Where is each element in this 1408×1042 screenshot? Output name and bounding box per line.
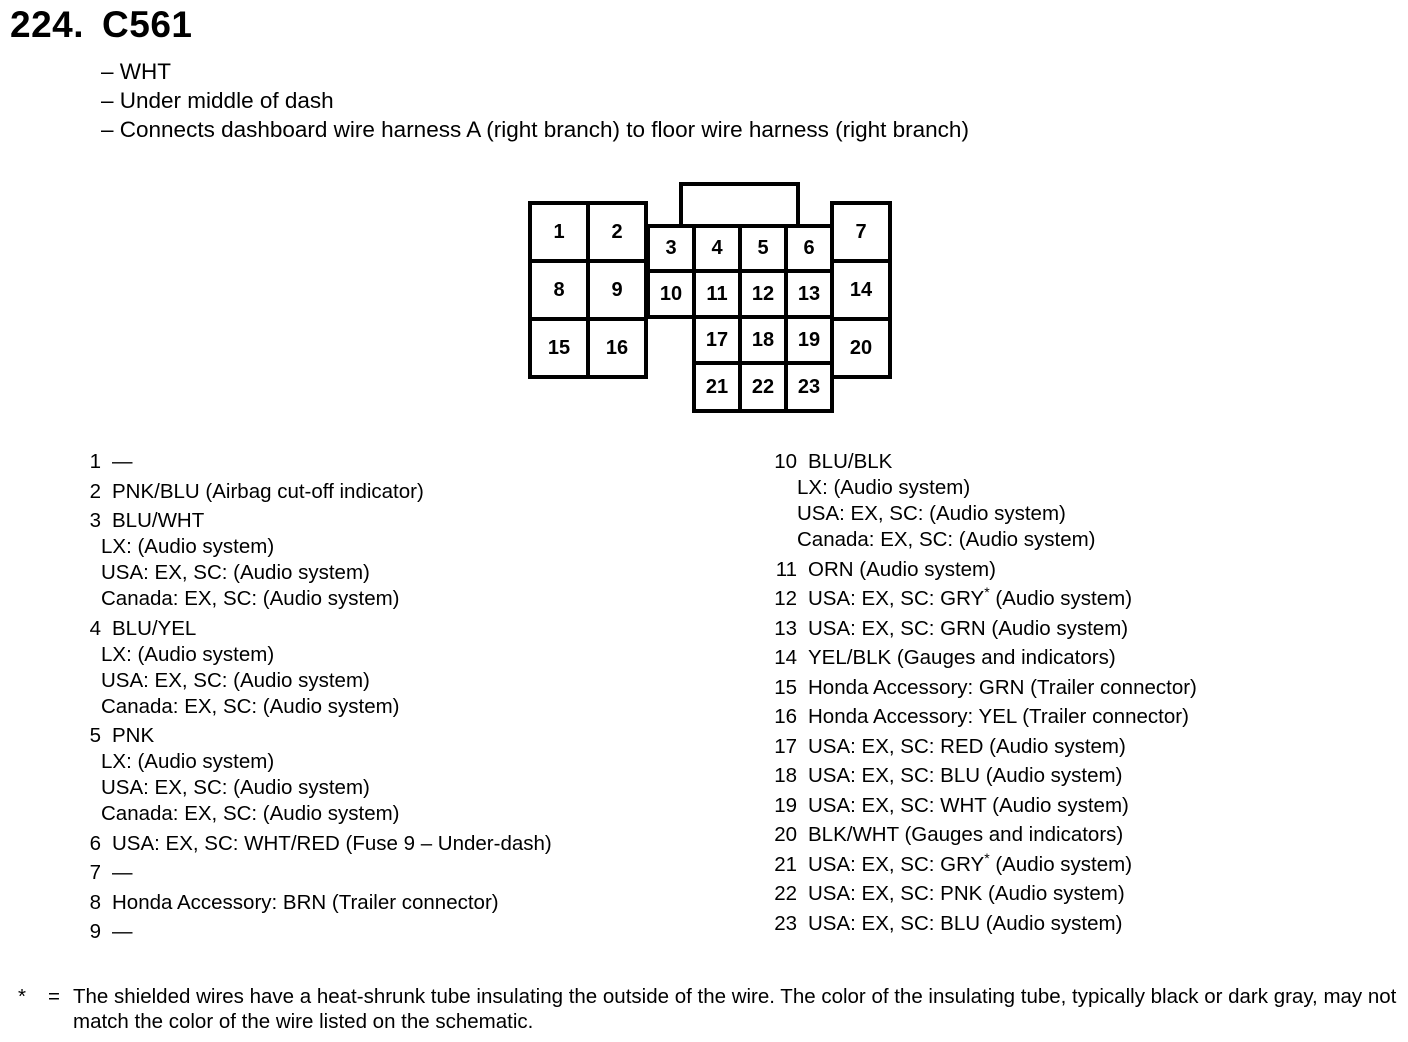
pin-desc: USA: EX, SC: WHT (Audio system) bbox=[808, 793, 1129, 817]
footnote-equals: = bbox=[48, 985, 60, 1008]
pin-list-left bbox=[89, 449, 552, 949]
pin-number: 11 bbox=[775, 557, 797, 581]
connector-index: 224. bbox=[10, 4, 85, 45]
pin-number: 15 bbox=[774, 675, 797, 699]
pin-desc: — bbox=[112, 920, 133, 943]
connector-color: – WHT bbox=[101, 59, 171, 84]
pin-entry-18 bbox=[774, 763, 1197, 789]
pin-number: 16 bbox=[774, 705, 797, 728]
pin-cell-16: 16 bbox=[586, 317, 648, 379]
pin-desc: Honda Accessory: BRN (Trailer connector) bbox=[112, 890, 499, 914]
pin-number: 10 bbox=[774, 450, 797, 473]
pin-variant: LX: (Audio system) bbox=[101, 750, 275, 773]
pin-variant: USA: EX, SC: (Audio system) bbox=[101, 668, 370, 692]
pin-variant: Canada: EX, SC: (Audio system) bbox=[101, 587, 400, 610]
pin-cell-23: 23 bbox=[784, 361, 834, 413]
pin-entry-8 bbox=[89, 890, 552, 916]
pin-desc: USA: EX, SC: PNK (Audio system) bbox=[808, 882, 1125, 905]
pin-desc: PNK bbox=[112, 724, 155, 747]
pin-variant: Canada: EX, SC: (Audio system) bbox=[797, 528, 1096, 551]
pin-entry-15 bbox=[774, 675, 1197, 701]
pin-desc: BLK/WHT (Gauges and indicators) bbox=[808, 823, 1124, 846]
pin-number: 17 bbox=[774, 734, 797, 758]
pin-desc: USA: EX, SC: BLU (Audio system) bbox=[808, 911, 1123, 935]
pin-number: 4 bbox=[89, 616, 101, 640]
pin-cell-6: 6 bbox=[784, 224, 834, 273]
pin-desc: USA: EX, SC: RED (Audio system) bbox=[808, 734, 1126, 758]
pin-desc-text: USA: EX, SC: GRY bbox=[808, 587, 985, 610]
pin-entry-16 bbox=[774, 704, 1197, 730]
pin-variant: Canada: EX, SC: (Audio system) bbox=[101, 694, 400, 718]
pin-number: 8 bbox=[89, 890, 101, 914]
pin-cell-8: 8 bbox=[528, 259, 590, 321]
pin-entry-14 bbox=[774, 645, 1197, 671]
pin-variant: LX: (Audio system) bbox=[101, 642, 275, 666]
pin-desc: YEL/BLK (Gauges and indicators) bbox=[808, 646, 1116, 669]
pin-number: 23 bbox=[774, 911, 797, 935]
pin-entry-6 bbox=[89, 831, 552, 857]
pin-desc: BLU/WHT bbox=[112, 509, 205, 532]
pin-cell-4: 4 bbox=[692, 224, 742, 273]
pin-entry-20 bbox=[774, 822, 1197, 848]
pin-variant: Canada: EX, SC: (Audio system) bbox=[101, 802, 400, 825]
pin-cell-14: 14 bbox=[830, 259, 892, 321]
pin-cell-21: 21 bbox=[692, 361, 742, 413]
pin-number: 2 bbox=[89, 479, 101, 503]
pin-entry-9 bbox=[89, 919, 552, 945]
pin-entry-11 bbox=[775, 557, 1197, 583]
pin-desc-system: (Audio system) bbox=[989, 852, 1133, 876]
pin-cell-7: 7 bbox=[830, 201, 892, 263]
pin-number: 5 bbox=[89, 724, 101, 747]
pin-cell-22: 22 bbox=[738, 361, 788, 413]
pin-variant: USA: EX, SC: (Audio system) bbox=[101, 561, 370, 584]
pin-desc-text: USA: EX, SC: GRY bbox=[808, 852, 985, 876]
connector-description: – Connects dashboard wire harness A (right branch) to floor wire harness (right branch) bbox=[101, 117, 969, 142]
pin-cell-13: 13 bbox=[784, 269, 834, 319]
pin-entry-17 bbox=[774, 734, 1197, 760]
pin-desc bbox=[808, 849, 1133, 878]
pin-cell-3: 3 bbox=[646, 224, 696, 273]
pin-entry-19 bbox=[774, 793, 1197, 819]
pin-number: 12 bbox=[774, 587, 797, 610]
pin-entry-23 bbox=[774, 911, 1197, 937]
pin-cell-11: 11 bbox=[692, 269, 742, 319]
pin-number: 20 bbox=[774, 823, 797, 846]
pin-cell-15: 15 bbox=[528, 317, 590, 379]
pin-number: 21 bbox=[774, 852, 797, 876]
pin-entry-10 bbox=[774, 449, 1197, 553]
pin-cell-5: 5 bbox=[738, 224, 788, 273]
connector-info bbox=[101, 57, 969, 144]
pin-desc: Honda Accessory: YEL (Trailer connector) bbox=[808, 705, 1189, 728]
pin-desc: USA: EX, SC: WHT/RED (Fuse 9 – Under-dash) bbox=[112, 831, 552, 855]
pin-entry-4 bbox=[89, 616, 552, 720]
shielded-wire-marker: * bbox=[984, 584, 990, 601]
pin-number: 9 bbox=[89, 920, 101, 943]
pin-cell-10: 10 bbox=[646, 269, 696, 319]
pin-desc: USA: EX, SC: BLU (Audio system) bbox=[808, 764, 1123, 787]
pin-entry-2 bbox=[89, 479, 552, 505]
pin-entry-3 bbox=[89, 508, 552, 612]
pin-number: 19 bbox=[774, 793, 797, 817]
pin-entry-5 bbox=[89, 723, 552, 827]
pin-desc: Honda Accessory: GRN (Trailer connector) bbox=[808, 675, 1197, 699]
pin-number: 14 bbox=[774, 646, 797, 669]
shielded-wire-marker: * bbox=[984, 849, 990, 866]
pin-entry-12 bbox=[774, 584, 1197, 612]
pin-variant: USA: EX, SC: (Audio system) bbox=[101, 776, 370, 799]
pin-variant: LX: (Audio system) bbox=[797, 476, 971, 499]
pin-desc: USA: EX, SC: GRN (Audio system) bbox=[808, 616, 1129, 640]
pin-number: 7 bbox=[89, 861, 101, 884]
pin-desc: — bbox=[112, 861, 133, 884]
pin-variant: LX: (Audio system) bbox=[101, 535, 275, 558]
pin-cell-18: 18 bbox=[738, 315, 788, 365]
pin-entry-21 bbox=[774, 849, 1197, 878]
pin-number: 18 bbox=[774, 764, 797, 787]
pin-cell-12: 12 bbox=[738, 269, 788, 319]
pin-number: 6 bbox=[89, 831, 101, 855]
pin-number: 3 bbox=[89, 509, 101, 532]
pin-number: 22 bbox=[774, 882, 797, 905]
connector-lock-tab bbox=[679, 182, 800, 228]
pin-cell-20: 20 bbox=[830, 317, 892, 379]
footnote-text: The shielded wires have a heat-shrunk tube insulating the outside of the wire. The color of the insulating tube, typically black or dark gray, may not match the color of the wire listed on the schematic. bbox=[73, 985, 1397, 1033]
pin-cell-2: 2 bbox=[586, 201, 648, 263]
pin-desc: BLU/BLK bbox=[808, 450, 893, 473]
pin-cell-9: 9 bbox=[586, 259, 648, 321]
connector-id: C561 bbox=[102, 4, 193, 45]
connector-location: – Under middle of dash bbox=[101, 88, 334, 113]
pin-cell-19: 19 bbox=[784, 315, 834, 365]
pin-number: 13 bbox=[774, 616, 797, 640]
pin-entry-7 bbox=[89, 860, 552, 886]
pin-list-right bbox=[774, 449, 1197, 940]
connector-title bbox=[10, 4, 192, 46]
footnote-symbol: * bbox=[18, 985, 26, 1008]
pin-entry-13 bbox=[774, 616, 1197, 642]
pin-entry-1 bbox=[89, 449, 552, 475]
pin-desc: — bbox=[112, 450, 133, 473]
pin-entry-22 bbox=[774, 881, 1197, 907]
pin-desc-system: (Audio system) bbox=[989, 587, 1133, 610]
pin-number: 1 bbox=[89, 450, 101, 473]
pin-desc: PNK/BLU (Airbag cut-off indicator) bbox=[112, 479, 424, 503]
pin-cell-1: 1 bbox=[528, 201, 590, 263]
pin-desc: BLU/YEL bbox=[112, 616, 197, 640]
pin-variant: USA: EX, SC: (Audio system) bbox=[797, 502, 1066, 525]
pin-cell-17: 17 bbox=[692, 315, 742, 365]
pin-desc bbox=[808, 586, 1132, 612]
pin-desc: ORN (Audio system) bbox=[808, 557, 996, 581]
